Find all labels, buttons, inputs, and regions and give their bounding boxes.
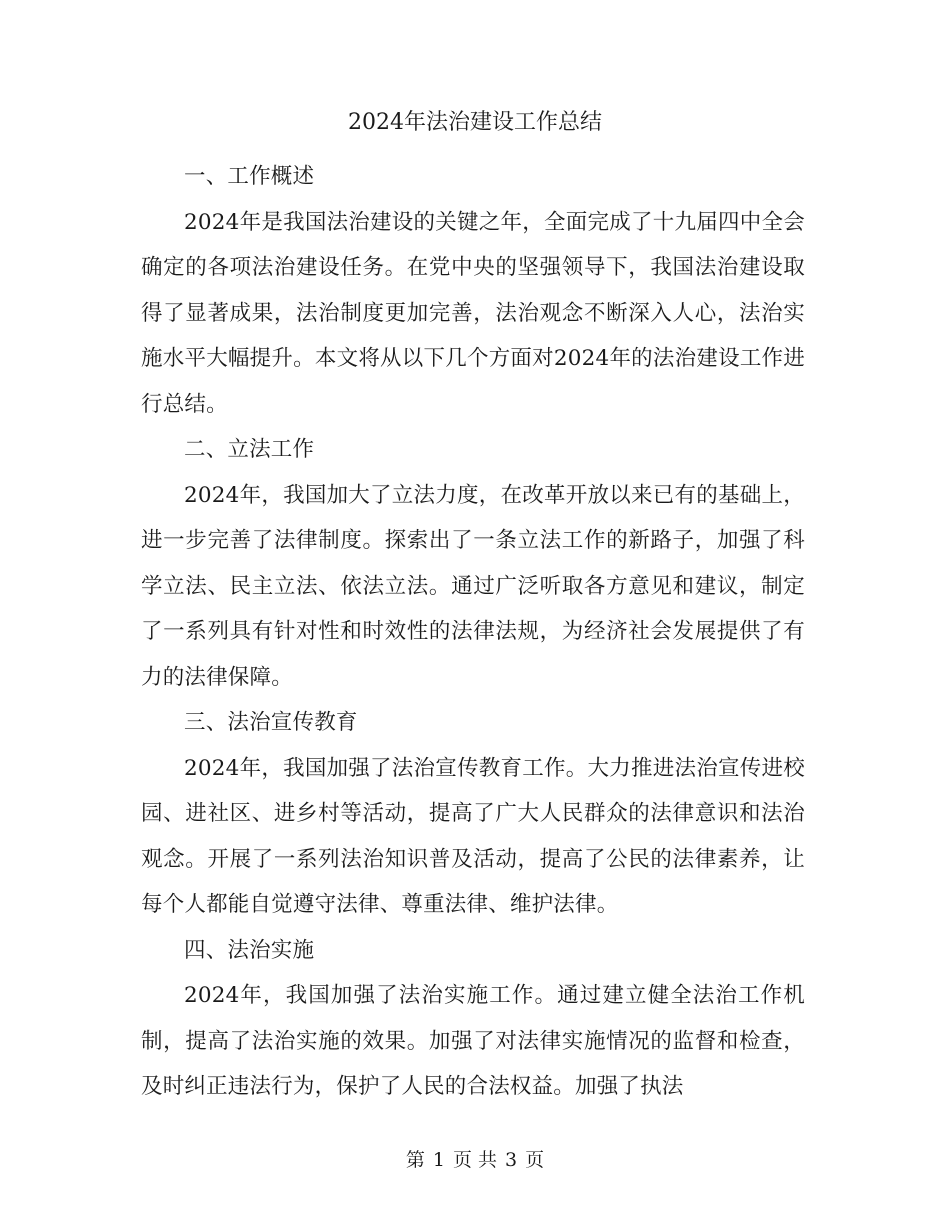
document-title: 2024年法治建设工作总结: [348, 110, 602, 135]
page-label-suffix: 页: [525, 1149, 545, 1171]
current-page-number: 1: [432, 1149, 445, 1171]
paragraph-implementation: 2024年，我国加强了法治实施工作。通过建立健全法治工作机制，提高了法治实施的效果。加强了对法律实施情况的监督和检查，及时纠正违法行为，保护了人民的合法权益。加强了执法: [141, 983, 805, 1099]
section-heading-legislation: 二、立法工作: [184, 437, 315, 462]
page-label-mid: 页 共: [452, 1149, 498, 1171]
page-number-footer: [0, 1146, 950, 1174]
paragraph-overview: 2024年是我国法治建设的关键之年，全面完成了十九届四中全会确定的各项法治建设任务。在党中央的坚强领导下，我国法治建设取得了显著成果，法治制度更加完善，法治观念不断深入人心，法治实施水平大幅提升。本文将从以下几个方面对2024年的法治建设工作进行总结。: [141, 209, 805, 417]
paragraph-publicity: 2024年，我国加强了法治宣传教育工作。大力推进法治宣传进校园、进社区、进乡村等活动，提高了广大人民群众的法律意识和法治观念。开展了一系列法治知识普及活动，提高了公民的法律素养，让每个人都能自觉遵守法律、尊重法律、维护法律。: [141, 755, 805, 917]
total-pages-number: 3: [505, 1149, 518, 1171]
section-heading-implementation: 四、法治实施: [184, 937, 315, 963]
paragraph-legislation: 2024年，我国加大了立法力度，在改革开放以来已有的基础上，进一步完善了法律制度。探索出了一条立法工作的新路子，加强了科学立法、民主立法、依法立法。通过广泛听取各方意见和建议，制定了一系列具有针对性和时效性的法律法规，为经济社会发展提供了有力的法律保障。: [141, 482, 805, 690]
section-heading-overview: 一、工作概述: [184, 164, 315, 189]
section-heading-publicity: 三、法治宣传教育: [184, 710, 358, 735]
document-body: [141, 154, 805, 1110]
page-label-prefix: 第: [405, 1149, 425, 1171]
